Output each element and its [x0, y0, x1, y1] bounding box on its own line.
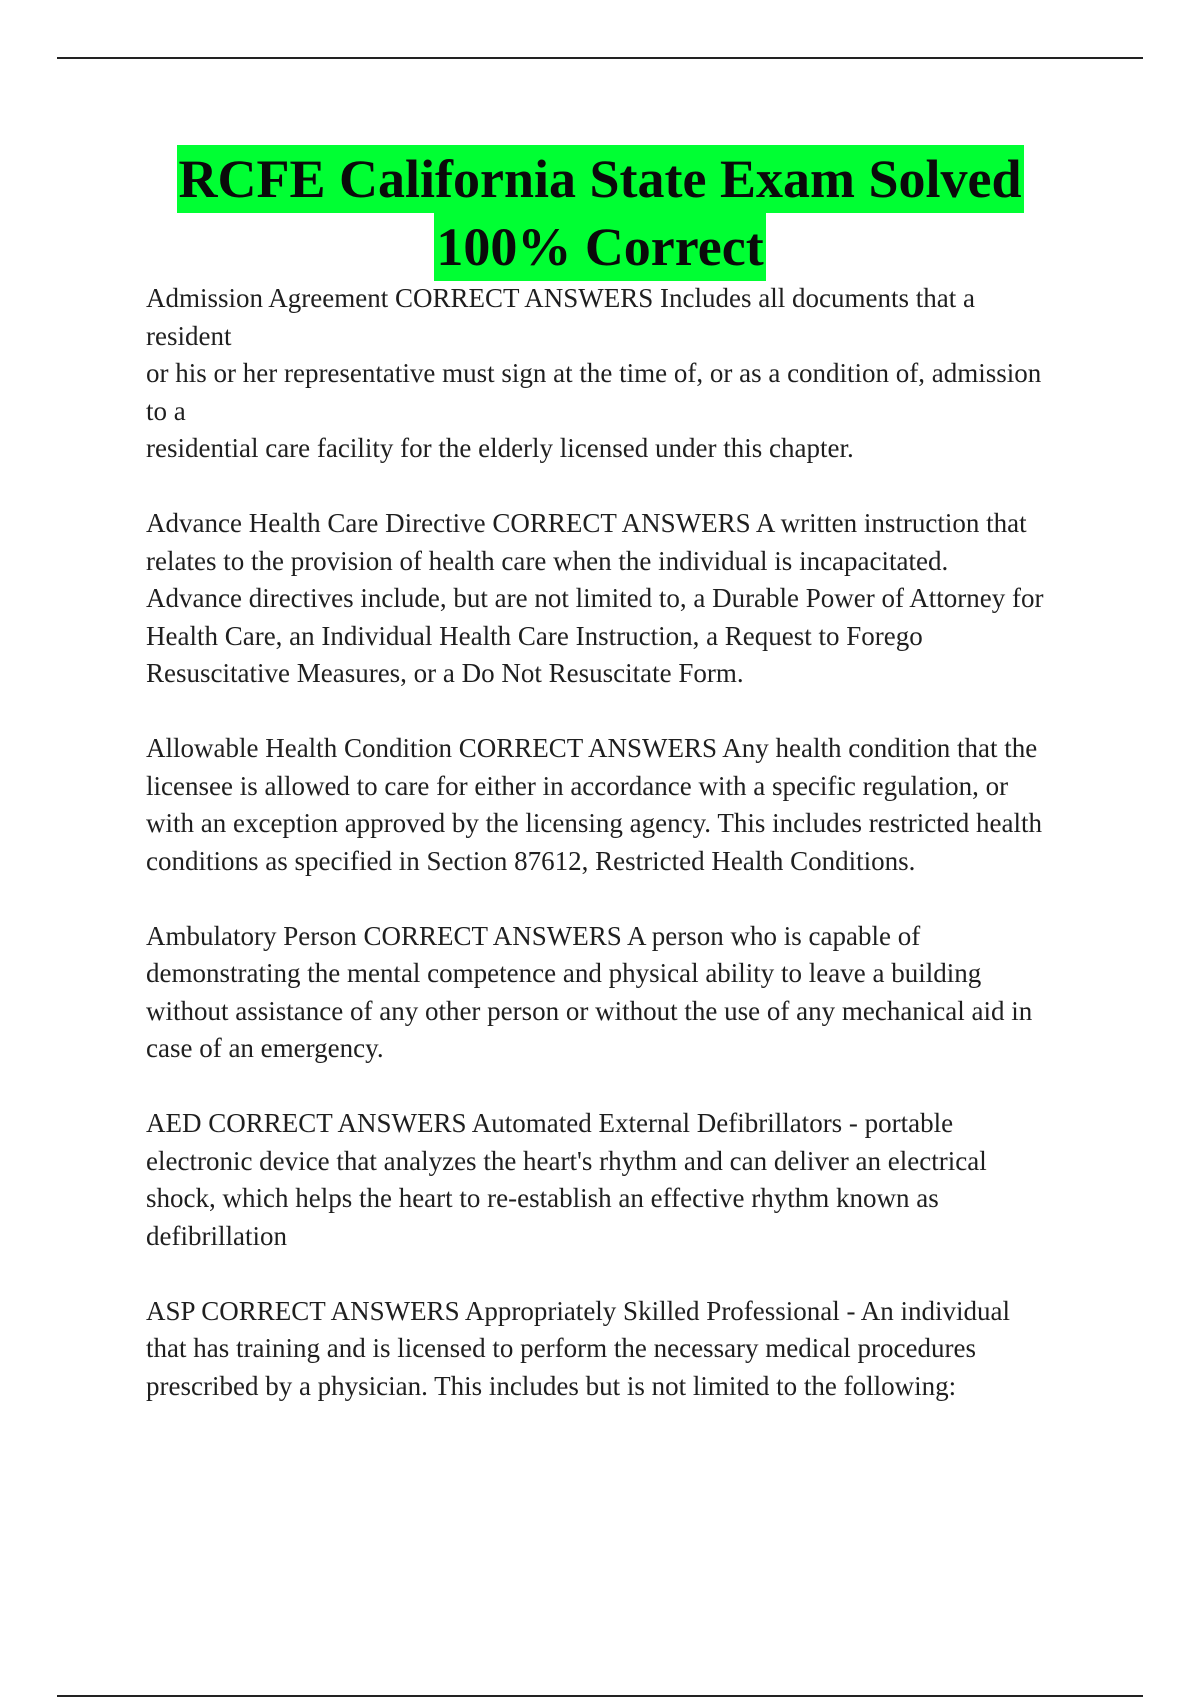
text-line: without assistance of any other person or without the use of any mechanical aid in: [146, 995, 1033, 1026]
text-line: with an exception approved by the licensing agency. This includes restricted health: [146, 808, 1042, 838]
entry-advance-health-care-directive: [146, 505, 1096, 693]
text-line: Ambulatory Person CORRECT ANSWERS A person who is capable of: [146, 920, 921, 951]
text-line: resident: [146, 320, 232, 351]
document-body: [146, 280, 1096, 1443]
text-line: ASP CORRECT ANSWERS Appropriately Skilled Professional - An individual: [146, 1295, 1011, 1326]
text-line: electronic device that analyzes the heart's rhythm and can deliver an electrical: [146, 1145, 987, 1176]
text-line: conditions as specified in Section 87612, Restricted Health Conditions.: [146, 845, 916, 876]
text-line: Admission Agreement CORRECT ANSWERS Includes all documents that a: [146, 283, 975, 313]
text-line: to a: [146, 395, 186, 426]
text-line: Advance Health Care Directive CORRECT ANSWERS A written instruction that: [146, 508, 1027, 538]
text-line: defibrillation: [146, 1220, 287, 1251]
entry-aed: [146, 1105, 1096, 1255]
top-rule: [57, 57, 1143, 59]
title-line-2: 100% Correct: [434, 213, 765, 281]
text-line: demonstrating the mental competence and physical ability to leave a building: [146, 958, 982, 988]
text-line: Health Care, an Individual Health Care Instruction, a Request to Forego: [146, 620, 923, 651]
text-line: that has training and is licensed to perform the necessary medical procedures: [146, 1333, 976, 1363]
title-line-1: RCFE California State Exam Solved: [177, 145, 1024, 213]
text-line: AED CORRECT ANSWERS Automated External Defibrillators - portable: [146, 1108, 954, 1138]
document-title: [0, 145, 1200, 281]
bottom-rule: [57, 1695, 1143, 1697]
text-line: shock, which helps the heart to re-establish an effective rhythm known as: [146, 1183, 939, 1213]
entry-ambulatory-person: [146, 918, 1096, 1068]
text-line: relates to the provision of health care when the individual is incapacitated.: [146, 545, 949, 576]
text-line: Resuscitative Measures, or a Do Not Resuscitate Form.: [146, 658, 744, 688]
text-line: Advance directives include, but are not limited to, a Durable Power of Attorney for: [146, 583, 1044, 613]
text-line: prescribed by a physician. This includes but is not limited to the following:: [146, 1370, 957, 1401]
entry-allowable-health-condition: [146, 730, 1096, 880]
entry-admission-agreement: [146, 280, 1096, 468]
text-line: Allowable Health Condition CORRECT ANSWERS Any health condition that the: [146, 733, 1038, 763]
text-line: residential care facility for the elderly licensed under this chapter.: [146, 433, 854, 463]
text-line: case of an emergency.: [146, 1033, 384, 1063]
text-line: licensee is allowed to care for either in accordance with a specific regulation, or: [146, 770, 1009, 801]
text-line: or his or her representative must sign at the time of, or as a condition of, admission: [146, 358, 1042, 388]
entry-asp: [146, 1293, 1096, 1406]
